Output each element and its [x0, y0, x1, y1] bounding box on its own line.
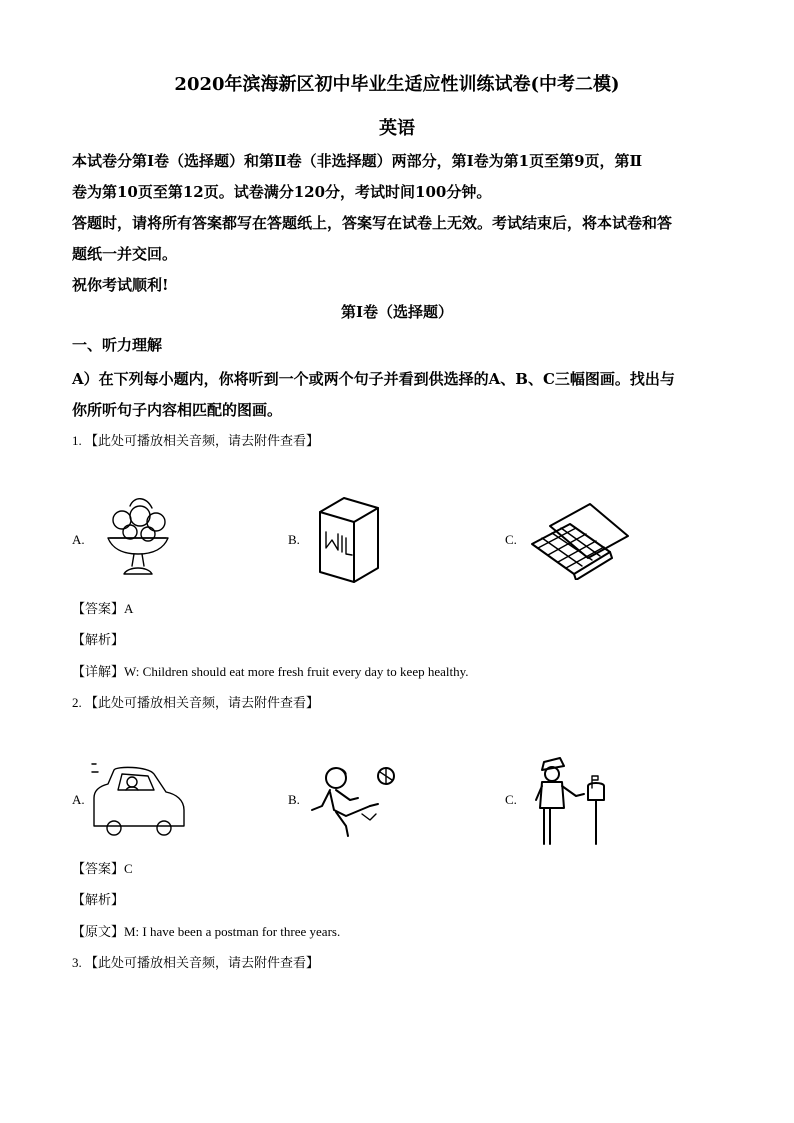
part-title: 一、听力理解: [72, 336, 163, 354]
postman-mailbox-icon: [528, 752, 614, 848]
section-title: 第Ⅰ卷（选择题）: [340, 303, 454, 321]
answer: 【答案】C: [72, 861, 133, 876]
chocolate-bar-icon: [528, 500, 634, 580]
milk-carton-icon: [306, 492, 384, 584]
intro-line: 本试卷分第Ⅰ卷（选择题）和第Ⅱ卷（非选择题）两部分，第Ⅰ卷为第1页至第9页，第Ⅱ: [72, 152, 643, 170]
answer: 【答案】A: [72, 601, 134, 616]
option-label: C.: [505, 532, 517, 547]
intro-line: 祝你考试顺利!: [72, 276, 169, 294]
listening-instruction: [72, 364, 722, 426]
exam-instructions: [72, 146, 722, 301]
option-label: A.: [72, 792, 85, 807]
analysis-label: 【解析】: [72, 892, 125, 907]
option-label: B.: [288, 792, 300, 807]
question-number: 3. 【此处可播放相关音频，请去附件查看】: [72, 955, 320, 970]
answer-detail: 【原文】M: I have been a postman for three years.: [72, 924, 341, 939]
instruction-line: A）在下列每小题内，你将听到一个或两个句子并看到供选择的A、B、C三幅图画。找出与: [72, 370, 675, 388]
question-number: 2. 【此处可播放相关音频，请去附件查看】: [72, 695, 320, 710]
intro-line: 题纸一并交回。: [72, 245, 178, 263]
option-label: A.: [72, 532, 85, 547]
instruction-line: 你所听句子内容相匹配的图画。: [72, 401, 283, 419]
analysis-label: 【解析】: [72, 632, 125, 647]
intro-line: 卷为第10页至第12页。试卷满分120分，考试时间100分钟。: [72, 183, 492, 201]
intro-line: 答题时，请将所有答案都写在答题纸上，答案写在试卷上无效。考试结束后，将本试卷和答: [72, 214, 673, 232]
option-label: B.: [288, 532, 300, 547]
fruit-bowl-icon: [100, 492, 176, 580]
page-title: 2020年滨海新区初中毕业生适应性训练试卷(中考二模): [174, 74, 620, 95]
car-driver-icon: [88, 760, 188, 840]
question-number: 1. 【此处可播放相关音频，请去附件查看】: [72, 433, 320, 448]
option-label: C.: [505, 792, 517, 807]
boy-kicking-ball-icon: [306, 764, 402, 840]
subject-title: 英语: [379, 118, 415, 139]
answer-detail: 【详解】W: Children should eat more fresh fruit every day to keep healthy.: [72, 664, 469, 679]
